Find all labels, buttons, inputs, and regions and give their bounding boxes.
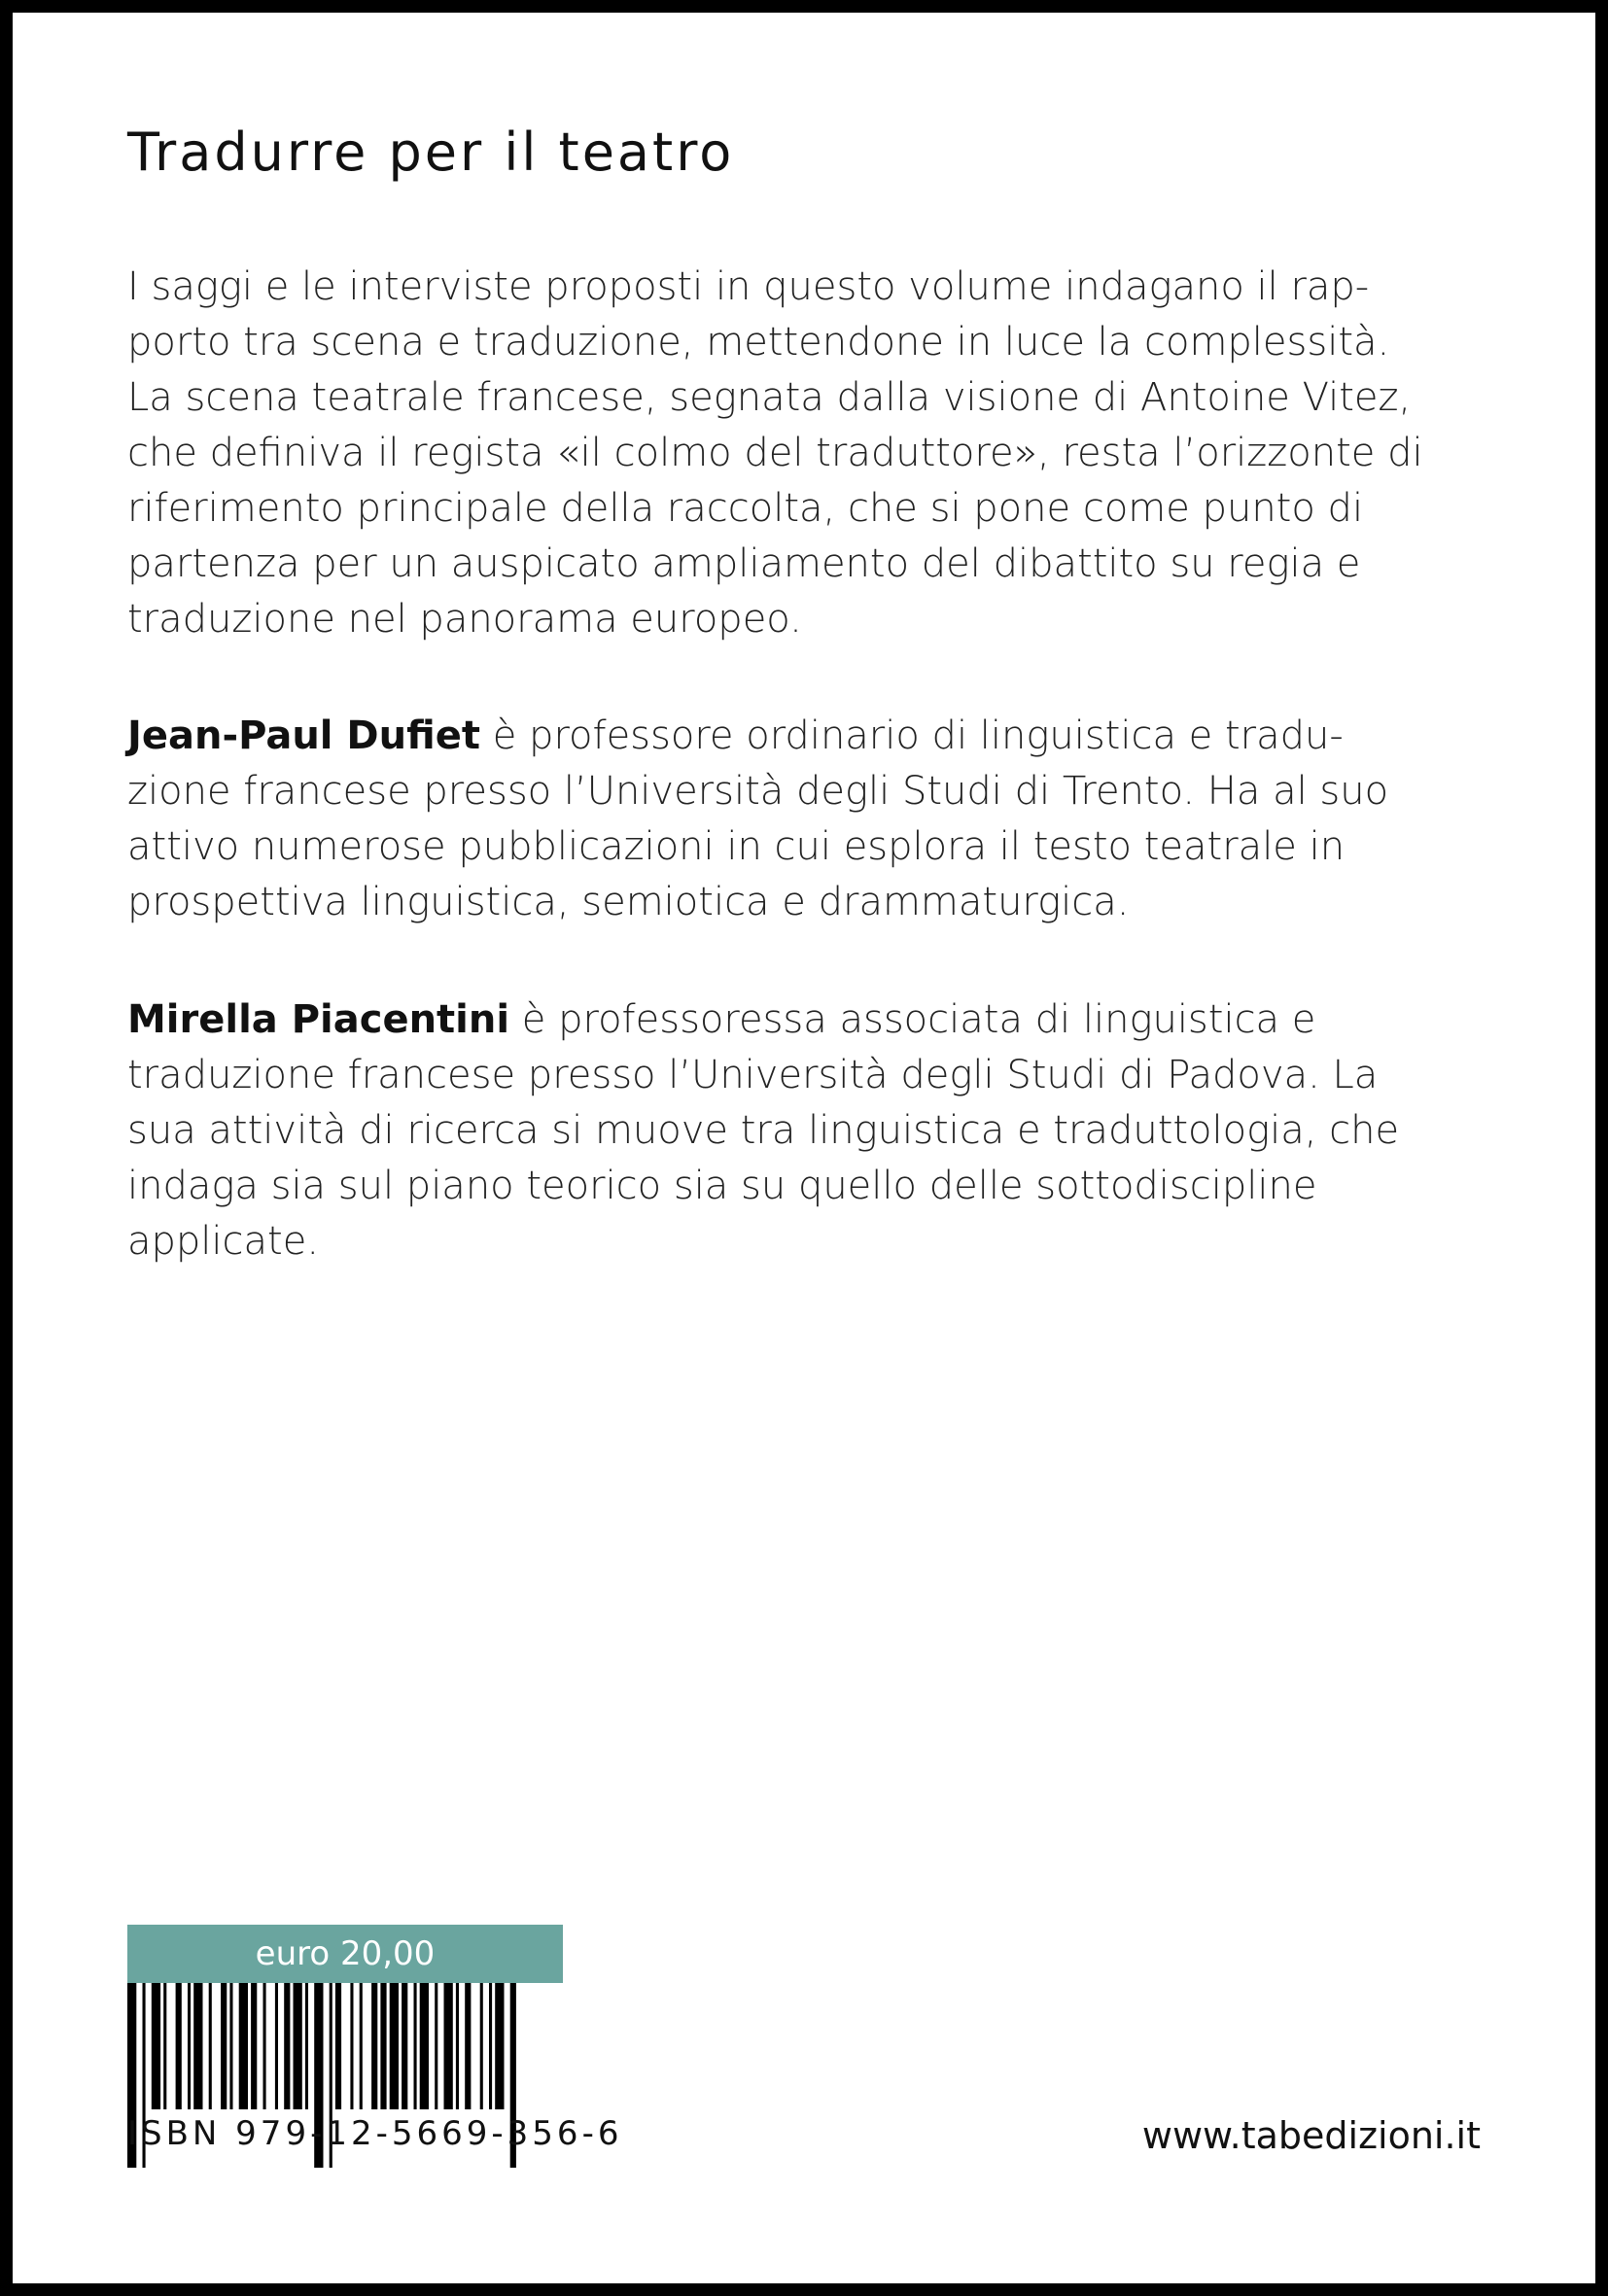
bio-first-line xyxy=(127,992,1508,1048)
barcode-bar xyxy=(263,1983,266,2109)
barcode-bar xyxy=(371,1983,377,2109)
barcode-bar xyxy=(350,1983,353,2109)
author-bio-piacentini xyxy=(127,992,1508,1270)
barcode-bar xyxy=(420,1983,429,2109)
blurb-line: La scena teatrale francese, segnata dalla visione di Antoine Vitez, xyxy=(127,375,1412,420)
barcode-bar xyxy=(444,1983,453,2109)
barcode-bar xyxy=(152,1983,160,2109)
bio-line: zione francese presso l’Università degli Studi di Trento. Ha al suo xyxy=(127,769,1389,814)
barcode-bar xyxy=(390,1983,399,2109)
bio-line: sua attività di ricerca si muove tra linguistica e traduttologia, che xyxy=(127,1108,1400,1153)
author-name: Mirella Piacentini xyxy=(127,997,510,1042)
blurb-line: I saggi e le interviste proposti in questo volume indagano il rap- xyxy=(127,264,1370,309)
barcode-bar xyxy=(305,1983,308,2109)
bio-first-line xyxy=(127,709,1508,764)
barcode-bar xyxy=(188,1983,191,2109)
barcode-bar xyxy=(275,1983,278,2109)
barcode-bar xyxy=(465,1983,471,2109)
barcode-bar xyxy=(229,1983,232,2109)
blurb-line: che definiva il regista «il colmo del traduttore», resta l’orizzonte di xyxy=(127,431,1423,475)
bio-text: è professore ordinario di linguistica e tradu- xyxy=(480,713,1344,758)
barcode-bar xyxy=(360,1983,363,2109)
author-bio-dufiet xyxy=(127,709,1508,930)
barcode-bar xyxy=(251,1983,257,2109)
blurb-line: porto tra scena e traduzione, mettendone in luce la complessità. xyxy=(127,320,1390,365)
bio-line: prospettiva linguistica, semiotica e drammaturgica. xyxy=(127,880,1130,924)
barcode-bar xyxy=(193,1983,202,2109)
barcode-bar xyxy=(480,1983,483,2109)
isbn-number: ISBN 979-12-5669-356-6 xyxy=(127,2114,623,2153)
barcode-bar xyxy=(435,1983,437,2109)
blurb-paragraph xyxy=(127,260,1508,647)
bio-line: attivo numerose pubblicazioni in cui esplora il testo teatrale in xyxy=(127,824,1346,869)
barcode-bar xyxy=(239,1983,248,2109)
barcode-bar xyxy=(495,1983,504,2109)
barcode-bar xyxy=(335,1983,341,2109)
bio-text: è professoressa associata di linguistica e xyxy=(509,997,1316,1042)
bio-line: indaga sia sul piano teorico sia su quello delle sottodiscipline xyxy=(127,1164,1317,1208)
barcode-bar xyxy=(209,1983,212,2109)
book-title: Tradurre per il teatro xyxy=(127,122,735,183)
barcode-bar xyxy=(402,1983,407,2109)
barcode-bar xyxy=(221,1983,227,2109)
blurb-line: traduzione nel panorama europeo. xyxy=(127,597,802,642)
barcode-bar xyxy=(489,1983,492,2109)
barcode-bar xyxy=(294,1983,302,2109)
bio-line: applicate. xyxy=(127,1219,320,1264)
barcode-bar xyxy=(163,1983,166,2109)
barcode-bar xyxy=(456,1983,459,2109)
author-name: Jean-Paul Dufiet xyxy=(127,713,481,758)
barcode-bar xyxy=(380,1983,386,2109)
publisher-website: www.tabedizioni.it xyxy=(1141,2114,1481,2157)
barcode-bar xyxy=(414,1983,417,2109)
bio-line: traduzione francese presso l’Università degli Studi di Padova. La xyxy=(127,1053,1379,1097)
barcode-bar xyxy=(284,1983,290,2109)
blurb-line: riferimento principale della raccolta, che si pone come punto di xyxy=(127,486,1364,531)
price-label: euro 20,00 xyxy=(127,1925,563,1983)
barcode-bar xyxy=(176,1983,182,2109)
blurb-line: partenza per un auspicato ampliamento del dibattito su regia e xyxy=(127,541,1361,586)
